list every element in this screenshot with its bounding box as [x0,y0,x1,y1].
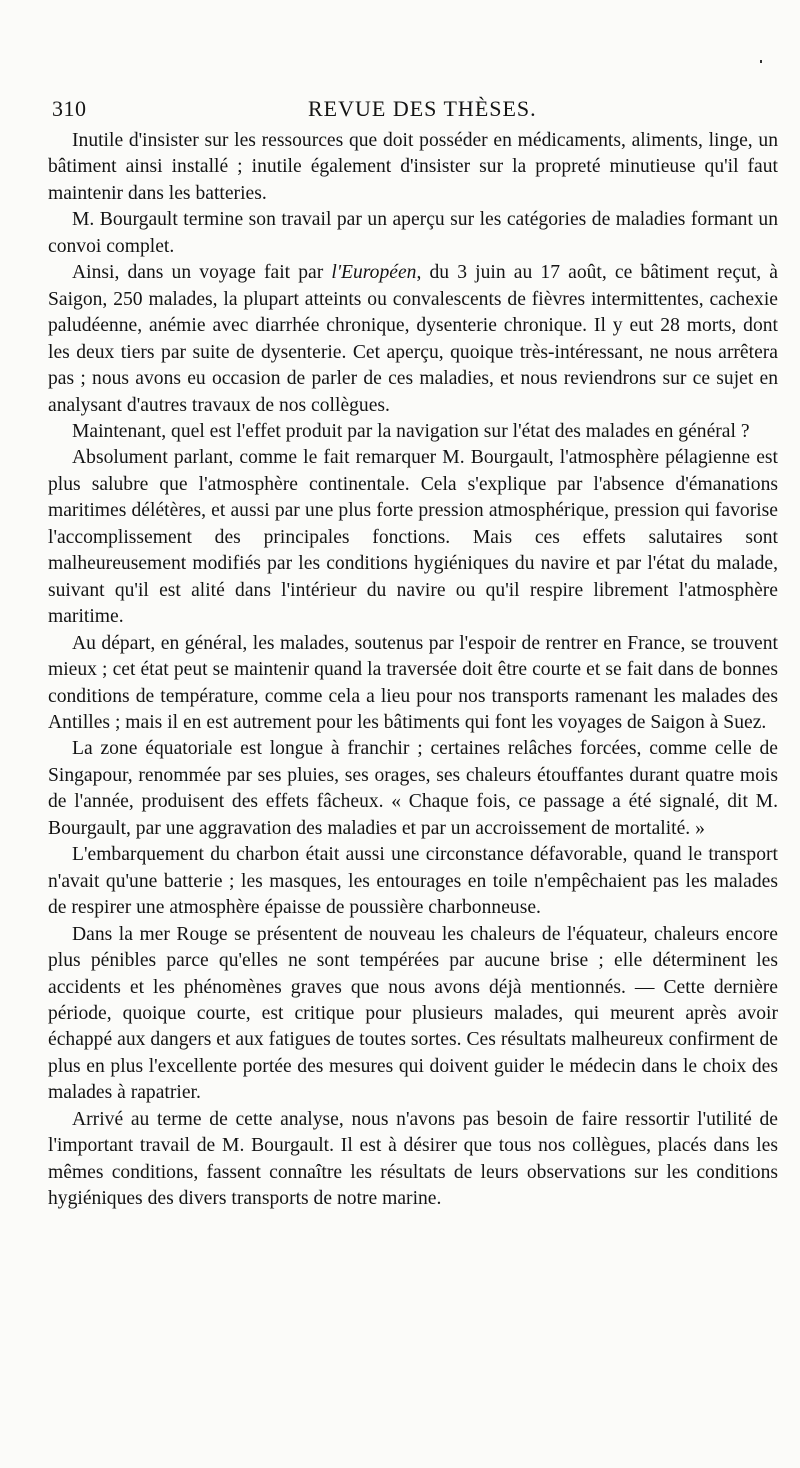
paragraph-9: Dans la mer Rouge se présentent de nouveau les chaleurs de l'équateur, chaleurs encore plus pénibles parce qu'elles ne sont tempérées par aucune brise ; elle déterminent les accidents et les phénomènes graves que nous avons déjà mentionnés. — Cette dernière période, quoique courte, est critique pour plusieurs malades, qui meurent après avoir échappé aux dangers et aux fatigues de toutes sortes. Ces résultats malheureux confirment de plus en plus l'excellente portée des mesures qui doivent guider le médecin dans le choix des malades à rapatrier. [48,923,778,1104]
ship-name: l'Européen [331,262,417,284]
paragraph-6: Au départ, en général, les malades, soutenus par l'espoir de rentrer en France, se trouvent mieux ; cet état peut se maintenir quand la traversée doit être courte et se fait dans de bonnes conditions de température, comme cela a lieu pour nos transports ramenant les malades des Antilles ; mais il en est autrement pour les bâtiments qui font les voyages de Saigon à Suez. [48,632,778,733]
body-text [48,128,778,1213]
paragraph-10: Arrivé au terme de cette analyse, nous n'avons pas besoin de faire ressortir l'utilité de l'important travail de M. Bourgault. Il est à désirer que tous nos collègues, placés dans les mêmes conditions, fassent connaître les résultats de leurs observations sur les conditions hygiéniques des divers transports de notre marine. [48,1108,778,1210]
paragraph-3-rest: , du 3 juin au 17 août, ce bâtiment reçut, à Saigon, 250 malades, la plupart atteints ou convalescents de fièvres intermittentes, cachexie paludéenne, anémie avec diarrhée chronique, dysenterie chronique. Il y eut 28 morts, dont les deux tiers par suite de dysenterie. Cet aperçu, quoique très-intéressant, ne nous arrêtera pas ; nous avons eu occasion de parler de ces maladies, et nous reviendrons sur ce sujet en analysant d'autres travaux de nos collègues. [48,262,778,416]
scan-speck [760,60,762,63]
paragraph-3 [48,260,778,419]
paragraph-7: La zone équatoriale est longue à franchir ; certaines relâches forcées, comme celle de Singapour, renommée par ses pluies, ses orages, ses chaleurs étouffantes durant quatre mois de l'année, produisent des effets fâcheux. « Chaque fois, ce passage a été signalé, dit M. Bourgault, par une aggravation des maladies et par un accroissement de mortalité. » [48,738,778,839]
paragraph-8: L'embarquement du charbon était aussi une circonstance défavorable, quand le transport n'avait qu'une batterie ; les masques, les entourages en toile n'empêchaient pas les malades de respirer une atmosphère épaisse de poussière charbonneuse. [48,844,778,919]
page-number: 310 [52,96,87,121]
paragraph-5: Absolument parlant, comme le fait remarquer M. Bourgault, l'atmosphère pélagienne est plus salubre que l'atmosphère continentale. Cela s'explique par l'absence d'émanations maritimes délétères, et aussi par une plus forte pression atmosphérique, pression qui favorise l'accomplissement des principales fonctions. Mais ces effets salutaires sont malheureusement modifiés par les conditions hygiéniques du navire et par l'état du malade, suivant qu'il est alité dans l'intérieur du navire ou qu'il respire librement l'atmosphère maritime. [48,447,778,628]
paragraph-4: Maintenant, quel est l'effet produit par la navigation sur l'état des malades en général ? [72,420,750,442]
paragraph-3-start: Ainsi, dans un voyage fait par [72,262,332,284]
paragraph-1: Inutile d'insister sur les ressources que doit posséder en médicaments, aliments, linge, un bâtiment ainsi installé ; inutile également d'insister sur la propreté minutieuse qu'il faut maintenir dans les batteries. [48,130,778,204]
page-header [48,92,778,126]
paragraph-2: M. Bourgault termine son travail par un aperçu sur les catégories de maladies formant un convoi complet. [48,209,778,257]
running-title: REVUE DES THÈSES. [308,96,537,121]
document-page [48,92,778,1213]
